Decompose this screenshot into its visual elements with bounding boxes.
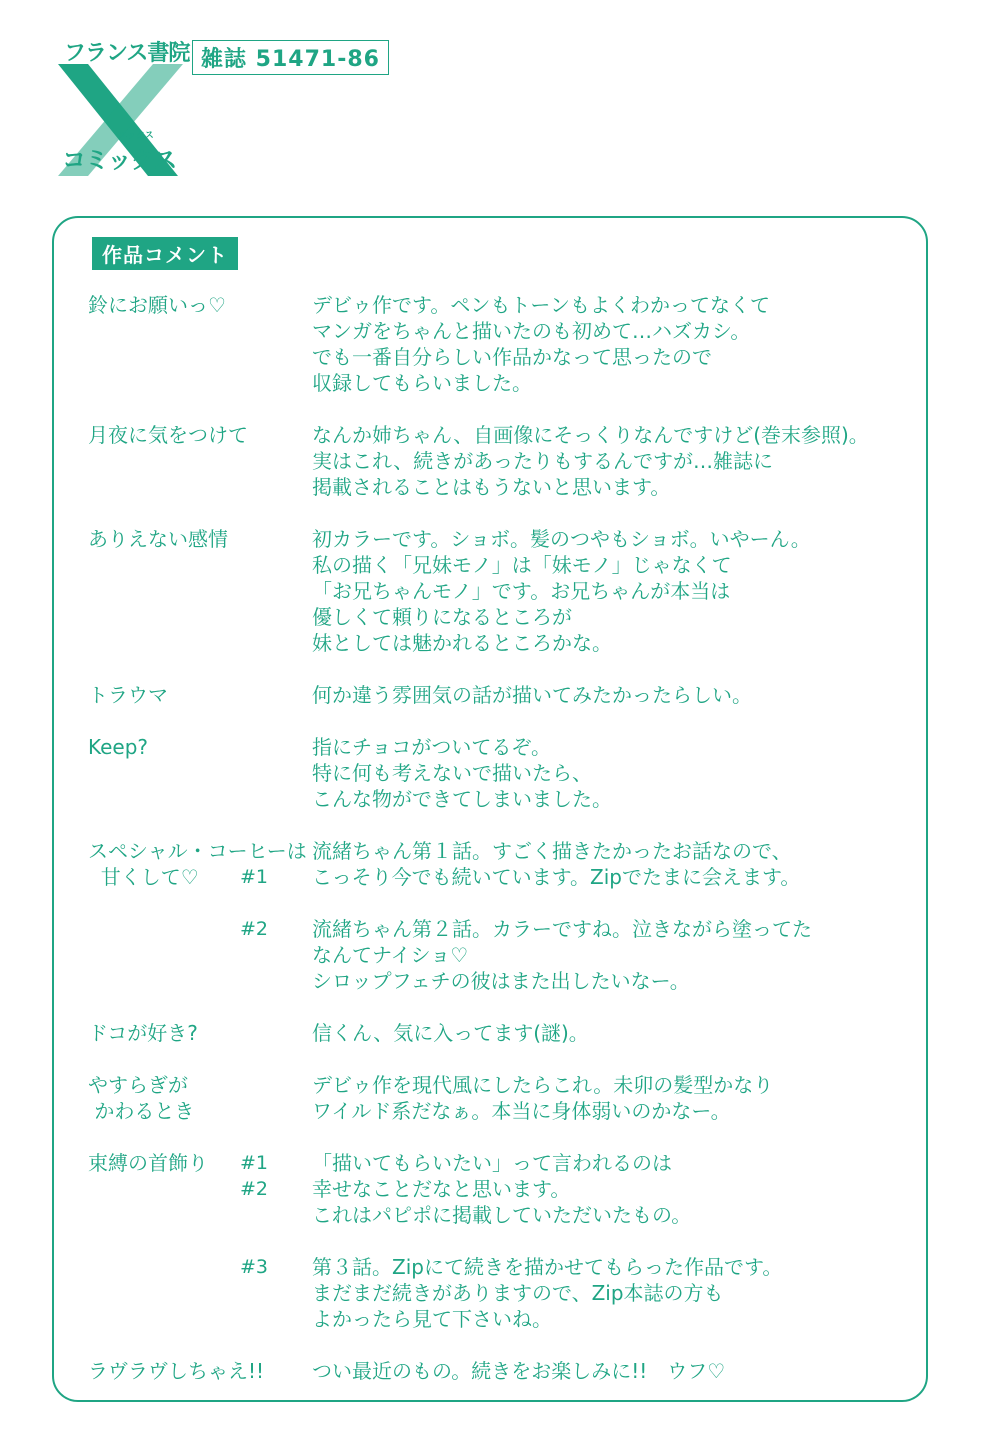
comment-line: 妹としては魅かれるところかな。 [312, 631, 612, 655]
episode-number: #2 [239, 1178, 268, 1200]
header [58, 36, 398, 176]
comment-line: 指にチョコがついてるぞ。 [312, 735, 551, 759]
comment-text [312, 422, 892, 500]
work-title: ドコが好き? [88, 1021, 198, 1045]
entry-title-col [88, 1072, 288, 1124]
comment-line: 特に何も考えないで描いたら、 [312, 761, 592, 785]
comment-text [312, 1150, 892, 1228]
comment-line: マンガをちゃんと描いたのも初めて…ハズカシ。 [312, 319, 751, 343]
comment-text [312, 916, 892, 994]
work-title: 束縛の首飾り [88, 1151, 208, 1175]
entry-title-col [88, 292, 288, 318]
comment-line: 流緒ちゃん第２話。カラーですね。泣きながら塗ってた [312, 917, 812, 941]
episode-numbers [238, 1150, 268, 1202]
comment-line: 私の描く「兄妹モノ」は「妹モノ」じゃなくて [312, 553, 732, 577]
episode-numbers [238, 916, 268, 942]
entry-title-col [88, 526, 288, 552]
work-title: ラヴラヴしちゃえ!! [88, 1359, 265, 1383]
comment-line: 「描いてもらいたい」って言われるのは [312, 1151, 672, 1175]
comment-line: なんか姉ちゃん、自画像にそっくりなんですけど(巻末参照)。 [312, 423, 869, 447]
comment-line: 収録してもらいました。 [312, 371, 532, 395]
episode-number: #1 [239, 1152, 268, 1174]
work-title: ありえない感情 [88, 527, 228, 551]
comment-line: 掲載されることはもうないと思います。 [312, 475, 671, 499]
episode-number: #2 [239, 918, 268, 940]
comment-line: 信くん、気に入ってます(謎)。 [312, 1021, 589, 1045]
entry-title-col [88, 1020, 288, 1046]
comment-line: ワイルド系だなぁ。本当に身体弱いのかなー。 [312, 1099, 731, 1123]
comment-line: 「お兄ちゃんモノ」です。お兄ちゃんが本当は [312, 579, 731, 603]
comment-line: 幸せなことだなと思います。 [312, 1177, 571, 1201]
comment-line: なんてナイショ♡ [312, 943, 469, 967]
work-title: トラウマ [88, 683, 168, 707]
logo-ruby: エックス [118, 131, 154, 141]
comment-line: こんな物ができてしまいました。 [312, 787, 612, 811]
work-title: スペシャル・コーヒーは 甘くして♡ [88, 839, 307, 889]
entry-title-col [88, 422, 288, 448]
comment-line: シロップフェチの彼はまた出したいなー。 [312, 969, 690, 993]
logo-label: コミックス [62, 146, 177, 174]
entry-title-col [88, 1358, 288, 1384]
comment-text [312, 838, 892, 890]
comment-text [312, 526, 892, 656]
comment-text [312, 734, 892, 812]
episode-number: #1 [239, 866, 268, 888]
comment-line: デビゥ作です。ペンもトーンもよくわかってなくて [312, 293, 770, 317]
comment-line: 第３話。Zipにて続きを描かせてもらった作品です。 [312, 1255, 783, 1279]
episode-numbers [238, 838, 268, 890]
comment-line: 初カラーです。ショボ。髪のつやもショボ。いやーん。 [312, 527, 811, 551]
work-title: 月夜に気をつけて [88, 423, 248, 447]
comment-text [312, 1254, 892, 1332]
comment-line: よかったら見て下さいね。 [312, 1307, 552, 1331]
comment-line: でも一番自分らしい作品かなって思ったので [312, 345, 712, 369]
comment-line: 実はこれ、続きがあったりもするんですが…雑誌に [312, 449, 773, 473]
episode-number: #3 [239, 1256, 268, 1278]
episode-number [238, 838, 268, 864]
comment-line: デビゥ作を現代風にしたらこれ。未卯の髪型かなり [312, 1073, 774, 1097]
comment-line: 何か違う雰囲気の話が描いてみたかったらしい。 [312, 683, 752, 707]
entry-title-col [88, 734, 288, 760]
comment-text [312, 292, 892, 396]
comment-line: まだまだ続きがありますので、Zip本誌の方も [312, 1281, 724, 1305]
comment-line: これはパピポに掲載していただいたもの。 [312, 1203, 692, 1227]
comment-line: つい最近のもの。続きをお楽しみに!! ウフ♡ [312, 1359, 726, 1383]
comment-line: 流緒ちゃん第１話。すごく描きたかったお話なので、 [312, 839, 792, 863]
work-title: 鈴にお願いっ♡ [88, 293, 226, 317]
comment-text [312, 1072, 892, 1124]
comment-line: こっそり今でも続いています。Zipでたまに会えます。 [312, 865, 801, 889]
publisher-name: フランス書院 [64, 41, 190, 66]
comment-line: 優しくて頼りになるところが [312, 605, 572, 629]
magazine-code: 雑誌 51471-86 [192, 40, 389, 75]
episode-numbers [238, 1254, 268, 1280]
comment-text [312, 682, 892, 708]
work-title: Keep? [88, 735, 149, 759]
comment-text [312, 1020, 892, 1046]
work-title: やすらぎが かわるとき [88, 1073, 195, 1123]
section-label: 作品コメント [92, 237, 238, 270]
comment-text [312, 1358, 892, 1384]
entry-title-col [88, 682, 288, 708]
